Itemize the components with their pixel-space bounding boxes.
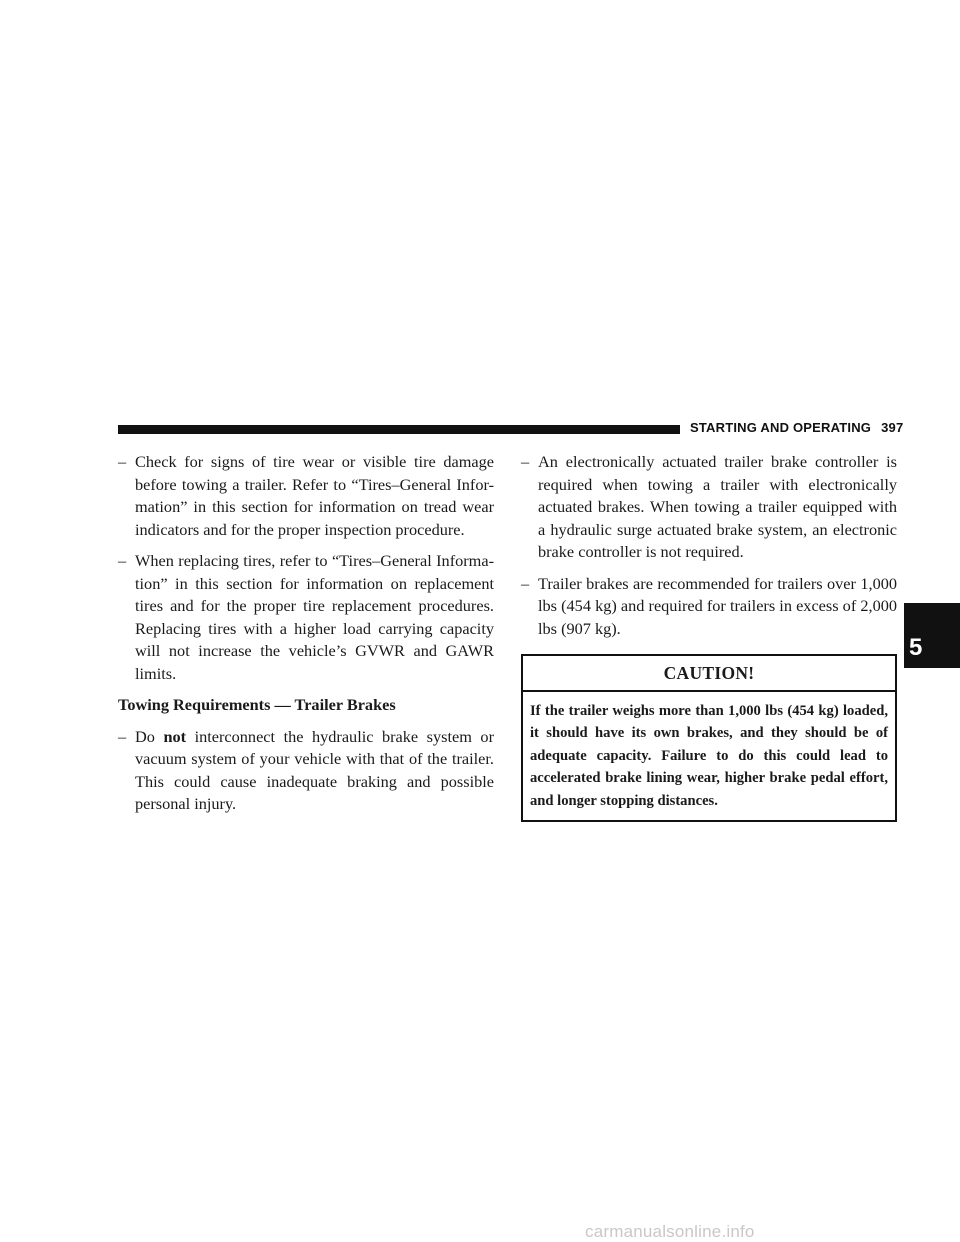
caution-box [521, 654, 897, 822]
running-header [690, 420, 903, 435]
list-item-text: Trailer brakes are recommended for trailers over 1,000 lbs (454 kg) and required for trailers in excess of 2,000 lbs (907 kg). [538, 573, 897, 638]
list-item-text [135, 726, 494, 816]
section-title: STARTING AND OPERATING [690, 420, 872, 435]
chapter-tab [904, 603, 960, 668]
do-word: Do [135, 726, 155, 746]
list-item [521, 573, 897, 641]
dash-marker: – [118, 551, 127, 570]
caution-body: If the trailer weighs more than 1,000 lbs (454 kg) loaded, it should have its own brakes, and they should be of adequate capacity. Failure to do this could lead to accelerated brake lining wear, higher brake pedal effort, and longer stopping distances. [530, 702, 888, 809]
dash-marker: – [521, 573, 530, 593]
chapter-number: 5 [909, 634, 923, 661]
header-rule [118, 425, 680, 434]
list-item-text: Check for signs of tire wear or visible tire damage before towing a trailer. Refer to “Tires–General Infor-mation” in this section for information on tread wear indicators and for the proper inspection procedure. [135, 452, 494, 539]
list-item [118, 451, 494, 541]
section-heading: Towing Requirements — Trailer Brakes [118, 695, 396, 714]
watermark: carmanualsonline.info [585, 1222, 755, 1241]
list-item [521, 451, 897, 564]
dash-marker: – [521, 452, 530, 471]
brake-warning-text: interconnect the hydraulic brake system or vacuum system of your vehicle with that of the trailer. This could cause inadequate braking and possible personal injury. [135, 726, 494, 813]
dash-marker: – [118, 726, 127, 746]
dash-marker: – [118, 452, 127, 471]
list-item-text: When replacing tires, refer to “Tires–General Informa-tion” in this section for information on replacement tires and for the proper tire replacement procedures. Replacing tires with a higher load carrying capacity will not increase the vehicle’s GVWR and GAWR limits. [135, 551, 494, 683]
page-number: 397 [881, 420, 904, 435]
left-column [118, 451, 494, 825]
right-column [521, 451, 897, 822]
list-item [118, 550, 494, 685]
caution-title: CAUTION! [523, 656, 895, 692]
list-item-text: An electronically actuated trailer brake controller is required when towing a trailer with electronically actuated brakes. When towing a trailer equipped with a hydraulic surge actuated brake system, an electronic brake controller is not required. [538, 452, 897, 561]
list-item [118, 726, 494, 816]
not-emphasis: not [163, 726, 187, 746]
